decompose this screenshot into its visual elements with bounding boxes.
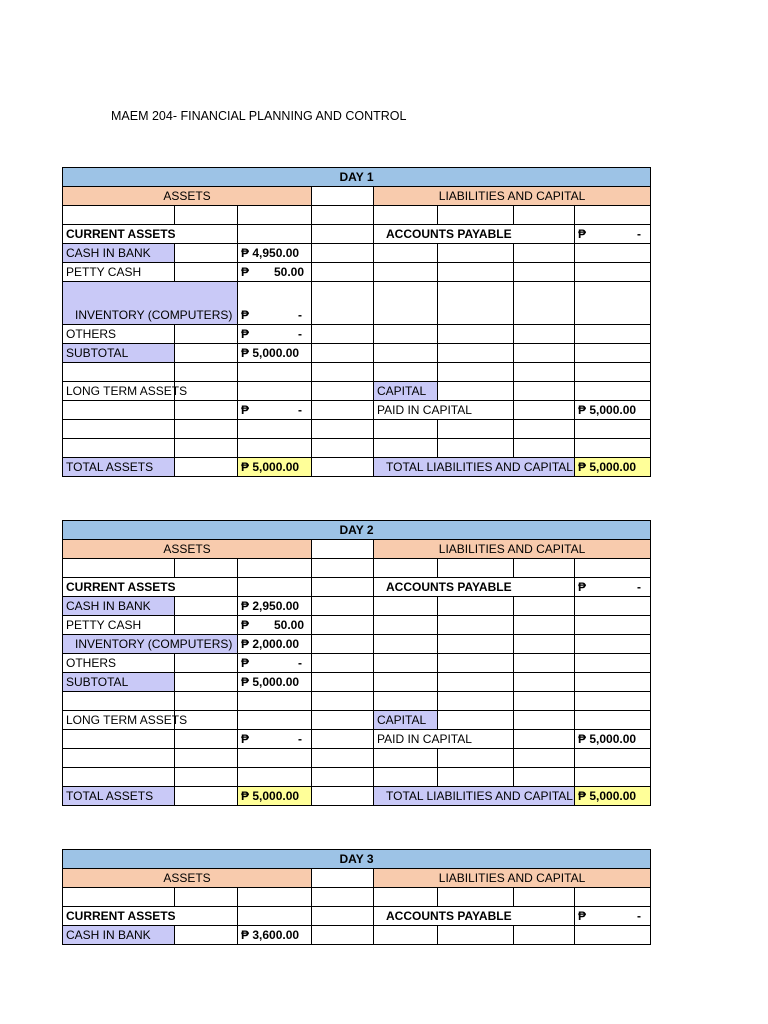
long-term-value: - [298,403,302,417]
peso-sign: ₱ [241,618,250,632]
total-lc-value: ₱ 5,000.00 [575,458,651,477]
inventory-value: - [298,308,302,322]
capital-label: CAPITAL [374,711,438,730]
liab-cap-header: LIABILITIES AND CAPITAL [374,187,651,206]
paid-in-capital-value: ₱ 5,000.00 [575,401,651,420]
accounts-payable-label: ACCOUNTS PAYABLE [374,907,575,926]
paid-in-capital-label: PAID IN CAPITAL [374,730,514,749]
cash-in-bank-value: ₱ 3,600.00 [238,926,312,945]
cash-in-bank-value: ₱ 2,950.00 [238,597,312,616]
day3-header: DAY 3 [63,850,651,869]
liab-cap-header: LIABILITIES AND CAPITAL [374,869,651,888]
inventory-label: INVENTORY (COMPUTERS) [63,282,238,325]
long-term-assets-label: LONG TERM ASSETS [63,382,175,401]
petty-cash-value: 50.00 [273,618,304,632]
day2-header: DAY 2 [63,521,651,540]
cash-in-bank-label: CASH IN BANK [63,244,175,263]
peso-sign: ₱ [241,327,250,341]
current-assets-label: CURRENT ASSETS [63,578,238,597]
subtotal-label: SUBTOTAL [63,344,175,363]
current-assets-label: CURRENT ASSETS [63,907,238,926]
cash-in-bank-label: CASH IN BANK [63,597,175,616]
accounts-payable-label: ACCOUNTS PAYABLE [374,225,575,244]
current-assets-label: CURRENT ASSETS [63,225,238,244]
total-assets-value: ₱ 5,000.00 [238,787,312,806]
others-label: OTHERS [63,654,175,673]
paid-in-capital-value: ₱ 5,000.00 [575,730,651,749]
inventory-value: ₱ 2,000.00 [238,635,312,654]
subtotal-value: ₱ 5,000.00 [238,673,312,692]
petty-cash-label: PETTY CASH [63,263,175,282]
liab-cap-header: LIABILITIES AND CAPITAL [374,540,651,559]
accounts-payable-value: - [637,909,642,923]
others-value: - [298,327,302,341]
total-lc-value: ₱ 5,000.00 [575,787,651,806]
petty-cash-value: 50.00 [273,265,304,279]
total-lc-label: TOTAL LIABILITIES AND CAPITAL [374,787,575,806]
subtotal-value: ₱ 5,000.00 [238,344,312,363]
total-assets-value: ₱ 5,000.00 [238,458,312,477]
day1-sheet [62,167,651,477]
assets-header: ASSETS [63,540,312,559]
day1-header: DAY 1 [63,168,651,187]
peso-sign: ₱ [241,265,250,279]
peso-sign: ₱ [241,403,250,417]
assets-header: ASSETS [63,187,312,206]
subtotal-label: SUBTOTAL [63,673,175,692]
cash-in-bank-label: CASH IN BANK [63,926,175,945]
accounts-payable-label: ACCOUNTS PAYABLE [374,578,575,597]
peso-sign: ₱ [241,732,250,746]
petty-cash-label: PETTY CASH [63,616,175,635]
paid-in-capital-label: PAID IN CAPITAL [374,401,514,420]
peso-sign: ₱ [578,909,587,923]
cash-in-bank-value: ₱ 4,950.00 [238,244,312,263]
assets-header: ASSETS [63,869,312,888]
peso-sign: ₱ [578,580,587,594]
day3-sheet [62,849,651,945]
total-lc-label: TOTAL LIABILITIES AND CAPITAL [374,458,575,477]
total-assets-label: TOTAL ASSETS [63,787,175,806]
long-term-assets-label: LONG TERM ASSETS [63,711,175,730]
peso-sign: ₱ [578,227,587,241]
accounts-payable-value: - [637,227,642,241]
peso-sign: ₱ [241,308,250,322]
day2-sheet [62,520,651,806]
others-value: - [298,656,302,670]
total-assets-label: TOTAL ASSETS [63,458,175,477]
peso-sign: ₱ [241,656,250,670]
others-label: OTHERS [63,325,175,344]
capital-label: CAPITAL [374,382,438,401]
inventory-label: INVENTORY (COMPUTERS) [63,635,238,654]
accounts-payable-value: - [637,580,642,594]
long-term-value: - [298,732,302,746]
document-title: MAEM 204- FINANCIAL PLANNING AND CONTROL [111,109,407,123]
